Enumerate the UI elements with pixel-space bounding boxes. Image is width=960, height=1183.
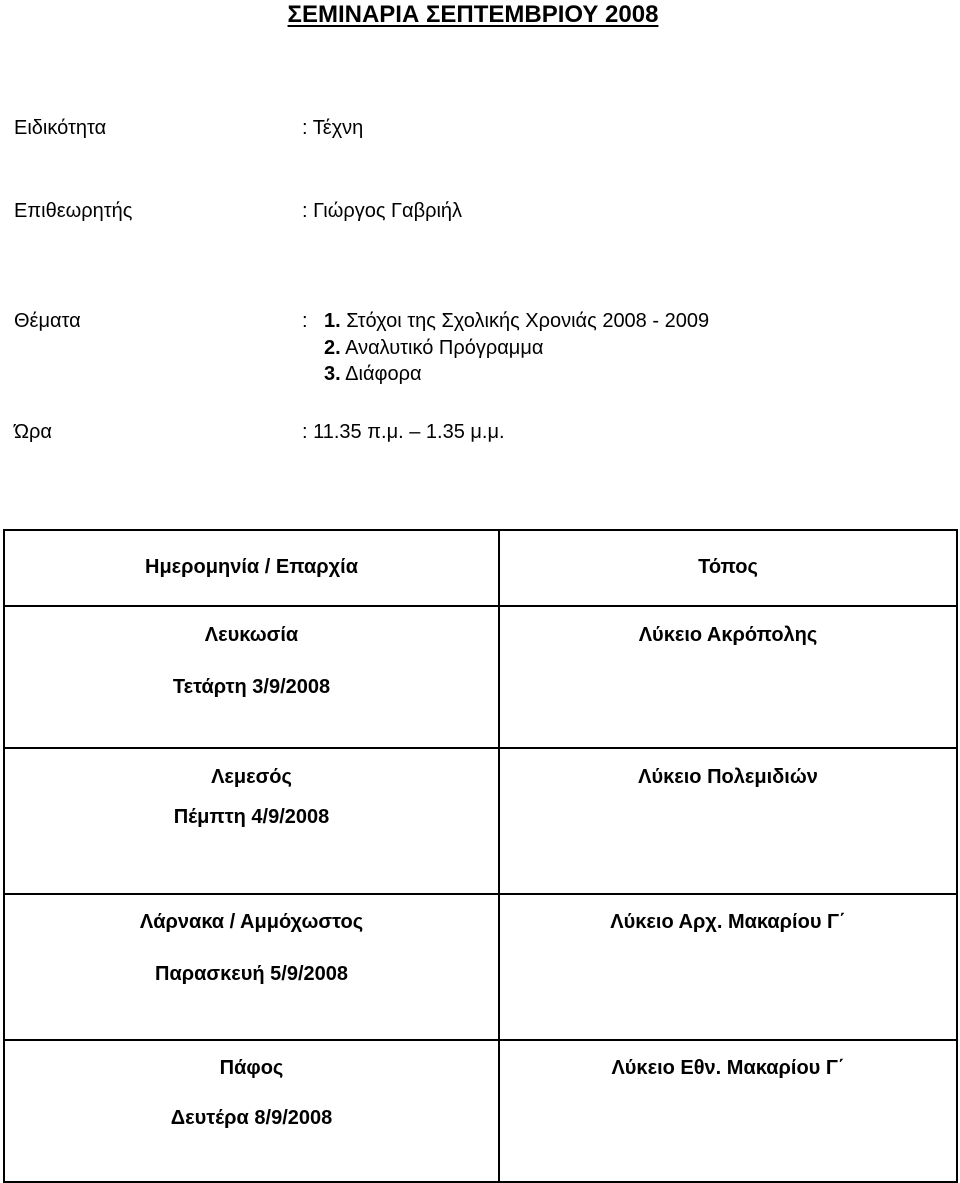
place: Λύκειο Πολεμιδιών (638, 766, 818, 788)
schedule-table (3, 529, 958, 1183)
district: Λεμεσός (211, 766, 292, 788)
specialty-value: : Τέχνη (302, 117, 364, 139)
table-row (4, 606, 957, 748)
place-cell (499, 606, 957, 748)
topics-list (324, 308, 709, 388)
specialty-label: Ειδικότητα (14, 117, 107, 139)
district-date-cell (4, 894, 499, 1040)
place-cell (499, 1040, 957, 1182)
date: Τετάρτη 3/9/2008 (172, 676, 331, 698)
place: Λύκειο Εθν. Μακαρίου Γ΄ (611, 1057, 845, 1079)
topics-label: Θέματα (14, 310, 81, 332)
district: Πάφος (219, 1057, 284, 1079)
list-item (324, 361, 709, 388)
topic-number: 2. (324, 336, 341, 359)
header-date-district (4, 530, 499, 606)
topic-text: Αναλυτικό Πρόγραμμα (345, 336, 544, 359)
topic-number: 3. (324, 363, 341, 385)
district: Λευκωσία (204, 624, 299, 646)
district-date-cell (4, 1040, 499, 1182)
district: Λάρνακα / Αμμόχωστος (139, 911, 364, 933)
header-label: Ημερομηνία / Επαρχία (145, 556, 358, 578)
inspector-label: Επιθεωρητής (14, 200, 133, 222)
date: Δευτέρα 8/9/2008 (170, 1107, 333, 1129)
page-title (0, 0, 946, 30)
place-cell (499, 894, 957, 1040)
topic-text: Διάφορα (345, 363, 422, 385)
topic-text: Στόχοι της Σχολικής Χρονιάς 2008 - 2009 (346, 310, 710, 332)
place: Λύκειο Ακρόπολης (638, 624, 818, 646)
page-title-text: ΣΕΜΙΝΑΡΙΑ ΣΕΠΤΕΜΒΡΙΟΥ 2008 (287, 1, 659, 28)
list-item (324, 335, 709, 362)
time-value: : 11.35 π.μ. – 1.35 μ.μ. (302, 421, 505, 443)
place-cell (499, 748, 957, 894)
district-date-cell (4, 748, 499, 894)
topic-number: 1. (324, 310, 341, 332)
time-label: Ώρα (14, 421, 52, 443)
topics-colon: : (302, 310, 308, 332)
table-header-row (4, 530, 957, 606)
table-row (4, 894, 957, 1040)
header-place (499, 530, 957, 606)
table-row (4, 1040, 957, 1182)
inspector-value: : Γιώργος Γαβριήλ (302, 200, 463, 222)
header-label: Τόπος (698, 556, 758, 578)
date: Πέμπτη 4/9/2008 (173, 806, 330, 828)
district-date-cell (4, 606, 499, 748)
table-row (4, 748, 957, 894)
date: Παρασκευή 5/9/2008 (155, 963, 348, 985)
list-item (324, 308, 709, 335)
place: Λύκειο Αρχ. Μακαρίου Γ΄ (610, 911, 846, 933)
